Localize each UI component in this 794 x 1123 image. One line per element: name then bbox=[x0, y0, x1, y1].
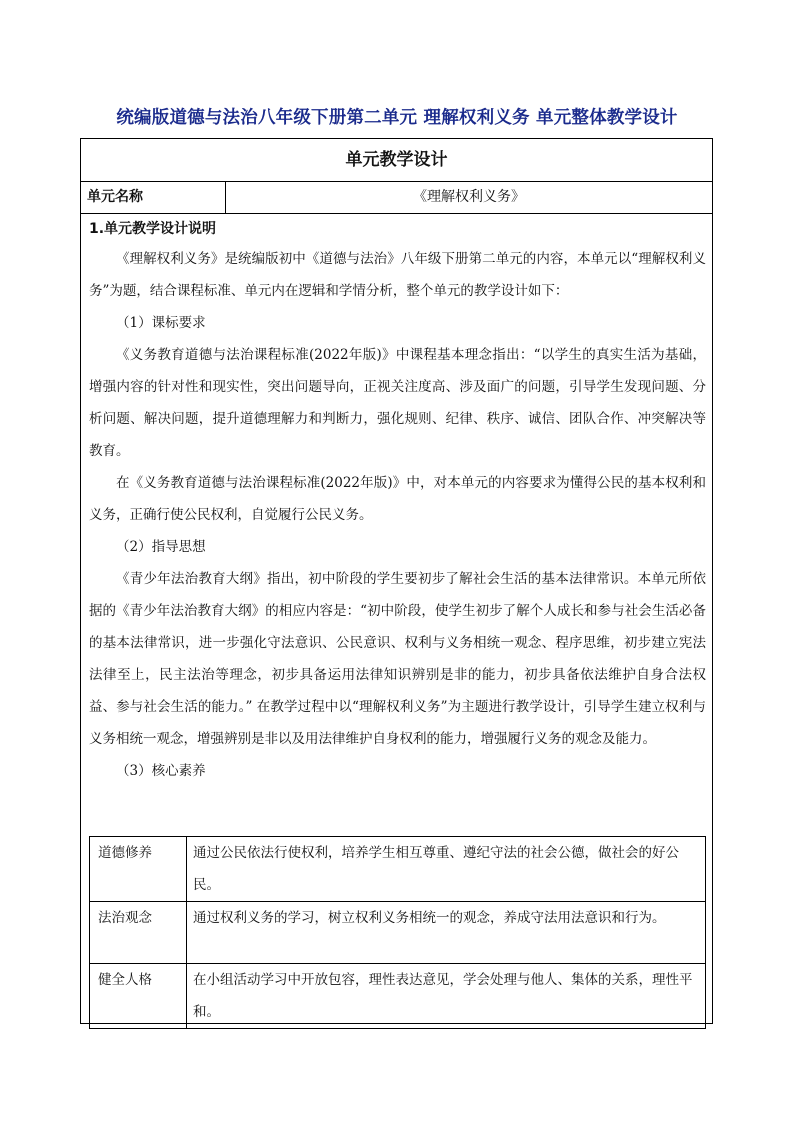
unit-design-table bbox=[80, 138, 713, 1024]
table-row bbox=[90, 902, 706, 964]
guiding-heading: （2）指导思想 bbox=[116, 539, 206, 555]
core-literacy-table bbox=[89, 836, 706, 1029]
unit-name-value: 《理解权利义务》 bbox=[413, 189, 525, 205]
literacy-desc: 在小组活动学习中开放包容，理性表达意见，学会处理与他人、集体的关系，理性平和。 bbox=[187, 964, 706, 1029]
intro-paragraph: 《理解权利义务》是统编版初中《道德与法治》八年级下册第二单元的内容，本单元以“理解权利义务”为题，结合课程标准、单元内在逻辑和学情分析，整个单元的教学设计如下： bbox=[89, 251, 706, 299]
section-title: 1.单元教学设计说明 bbox=[89, 221, 217, 237]
unit-name-row bbox=[81, 181, 712, 214]
design-description bbox=[89, 219, 706, 787]
table-heading: 单元教学设计 bbox=[81, 139, 712, 182]
core-literacy-heading: （3）核心素养 bbox=[116, 763, 206, 779]
literacy-name: 健全人格 bbox=[90, 964, 187, 1029]
document-title: 统编版道德与法治八年级下册第二单元 理解权利义务 单元整体教学设计 bbox=[116, 108, 678, 128]
literacy-desc: 通过公民依法行使权利，培养学生相互尊重、遵纪守法的社会公德，做社会的好公民。 bbox=[187, 837, 706, 902]
unit-name-label: 单元名称 bbox=[81, 181, 226, 213]
literacy-name: 法治观念 bbox=[90, 902, 187, 964]
curriculum-heading: （1）课标要求 bbox=[116, 315, 206, 331]
curriculum-paragraph-1: 《义务教育道德与法治课程标准(2022年版)》中课程基本理念指出：“以学生的真实生活为基础，增强内容的针对性和现实性，突出问题导向，正视关注度高、涉及面广的问题，引导学生发现问题、分析问题、解决问题，提升道德理解力和判断力，强化规则、纪律、秩序、诚信、团队合作、冲突解决等教育。 bbox=[89, 347, 706, 459]
curriculum-paragraph-2: 在《义务教育道德与法治课程标准(2022年版)》中，对本单元的内容要求为懂得公民的基本权利和义务，正确行使公民权利，自觉履行公民义务。 bbox=[89, 475, 706, 523]
table-row bbox=[90, 964, 706, 1029]
guiding-paragraph: 《青少年法治教育大纲》指出，初中阶段的学生要初步了解社会生活的基本法律常识。本单元所依据的《青少年法治教育大纲》的相应内容是：“初中阶段，使学生初步了解个人成长和参与社会生活必备的基本法律常识，进一步强化守法意识、公民意识、权利与义务相统一观念、程序思维，初步建立宪法法律至上，民主法治等理念，初步具备运用法律知识辨别是非的能力，初步具备依法维护自身合法权益、参与社会生活的能力。” 在教学过程中以“理解权利义务”为主题进行教学设计，引导学生建立权利与义务相统一观念，增强辨别是非以及用法律维护自身权利的能力，增强履行义务的观念及能力。 bbox=[89, 571, 706, 747]
table-row bbox=[90, 837, 706, 902]
literacy-desc: 通过权利义务的学习，树立权利义务相统一的观念，养成守法用法意识和行为。 bbox=[187, 902, 706, 964]
literacy-name: 道德修养 bbox=[90, 837, 187, 902]
